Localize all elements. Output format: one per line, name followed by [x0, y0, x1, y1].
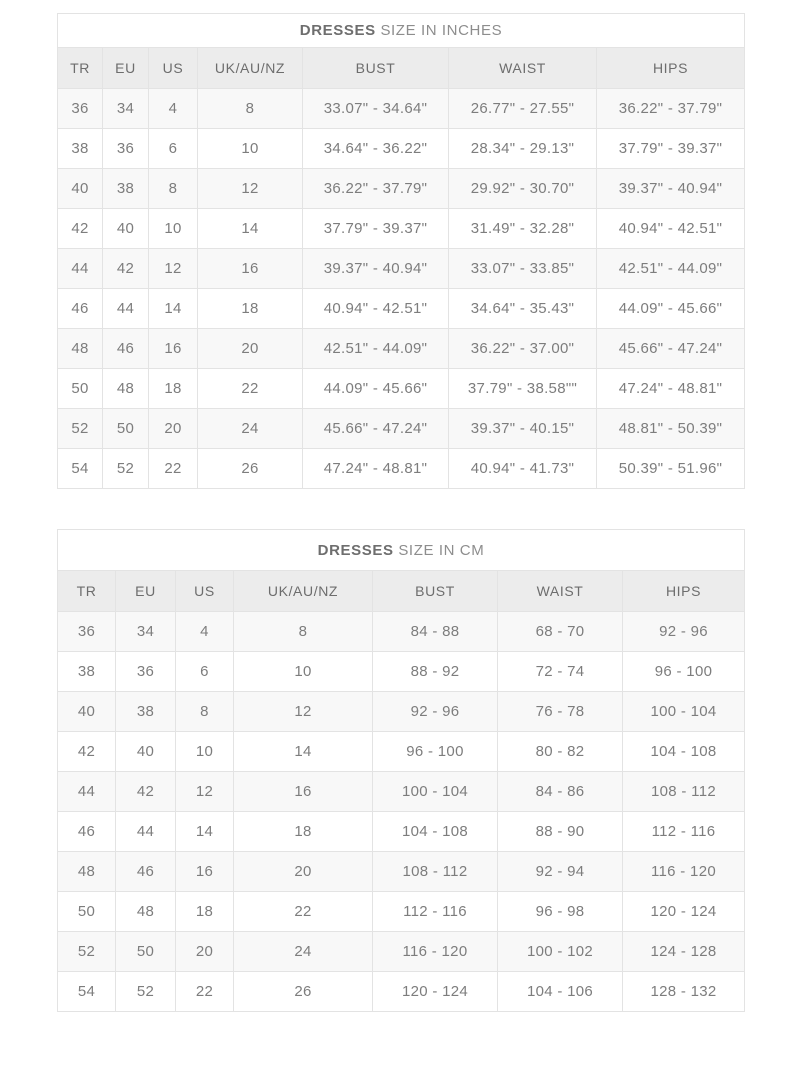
table-cell: 38: [116, 692, 176, 732]
table-row: [58, 972, 745, 1012]
table-cell: 104 - 108: [373, 812, 498, 852]
table-cell: 39.37" - 40.94": [303, 249, 449, 289]
table-cell: 36: [58, 89, 103, 129]
table-row: [58, 772, 745, 812]
table-cell: 39.37" - 40.15": [449, 409, 597, 449]
table-cell: 42: [58, 209, 103, 249]
table-cell: 52: [116, 972, 176, 1012]
table-cell: 120 - 124: [373, 972, 498, 1012]
table-row: [58, 852, 745, 892]
table-cell: 37.79" - 38.58"": [449, 369, 597, 409]
table-cell: 76 - 78: [498, 692, 623, 732]
table-cell: 16: [176, 852, 234, 892]
table-cell: 34.64" - 36.22": [303, 129, 449, 169]
table-row: [58, 249, 745, 289]
table-cell: 37.79" - 39.37": [597, 129, 745, 169]
table-cell: 10: [149, 209, 198, 249]
table-cell: 88 - 90: [498, 812, 623, 852]
table-title-bold-text: DRESSES: [317, 541, 394, 559]
table-title-row: [58, 530, 745, 571]
table-cell: 44: [58, 249, 103, 289]
table-cell: 92 - 96: [623, 612, 745, 652]
table-cell: 42: [103, 249, 149, 289]
table-row: [58, 812, 745, 852]
table-cell: 46: [116, 852, 176, 892]
table-cell: 45.66" - 47.24": [597, 329, 745, 369]
table-cell: 52: [103, 449, 149, 489]
table-cell: 22: [234, 892, 373, 932]
column-header-waist: WAIST: [498, 571, 623, 612]
table-cell: 8: [198, 89, 303, 129]
table-cell: 44: [116, 812, 176, 852]
table-row: [58, 169, 745, 209]
table-cell: 47.24" - 48.81": [303, 449, 449, 489]
table-cell: 14: [176, 812, 234, 852]
table-cell: 18: [176, 892, 234, 932]
table-row: [58, 892, 745, 932]
table-cell: 10: [176, 732, 234, 772]
column-header-us: US: [149, 48, 198, 89]
table-title-bold-text: DRESSES: [299, 22, 376, 39]
table-cell: 50.39" - 51.96": [597, 449, 745, 489]
column-header-eu: EU: [116, 571, 176, 612]
table-cell: 112 - 116: [623, 812, 745, 852]
table-cell: 52: [58, 409, 103, 449]
table-cell: 46: [103, 329, 149, 369]
table-cell: 46: [58, 289, 103, 329]
table-cell: 14: [198, 209, 303, 249]
table-cell: 16: [234, 772, 373, 812]
table-cell: 22: [149, 449, 198, 489]
table-cell: 42: [58, 732, 116, 772]
table-cell: 18: [149, 369, 198, 409]
table-cell: 104 - 106: [498, 972, 623, 1012]
table-cell: 54: [58, 449, 103, 489]
table-cell: 34: [103, 89, 149, 129]
table-cell: 8: [176, 692, 234, 732]
table-cell: 22: [198, 369, 303, 409]
table-cell: 48: [103, 369, 149, 409]
table-cell: 116 - 120: [373, 932, 498, 972]
table-cell: 12: [149, 249, 198, 289]
table-cell: 16: [198, 249, 303, 289]
table-header-row: [58, 48, 745, 89]
table-cell: 33.07" - 33.85": [449, 249, 597, 289]
table-cell: 96 - 100: [373, 732, 498, 772]
table-cell: 48.81" - 50.39": [597, 409, 745, 449]
table-cell: 44: [103, 289, 149, 329]
table-cell: 50: [58, 369, 103, 409]
table-cell: 36: [103, 129, 149, 169]
table-cell: 20: [176, 932, 234, 972]
table-cell: 33.07" - 34.64": [303, 89, 449, 129]
table-cell: 24: [234, 932, 373, 972]
table-row: [58, 449, 745, 489]
table-cell: 18: [234, 812, 373, 852]
table-cell: 34: [116, 612, 176, 652]
table-cell: 4: [149, 89, 198, 129]
table-cell: 108 - 112: [373, 852, 498, 892]
table-cell: 6: [149, 129, 198, 169]
table-cell: 38: [58, 652, 116, 692]
table-cell: 18: [198, 289, 303, 329]
table-cell: 54: [58, 972, 116, 1012]
table-row: [58, 89, 745, 129]
table-cell: 26.77" - 27.55": [449, 89, 597, 129]
table-cell: 26: [234, 972, 373, 1012]
table-cell: 42.51" - 44.09": [597, 249, 745, 289]
table-cell: 34.64" - 35.43": [449, 289, 597, 329]
table-cell: 96 - 98: [498, 892, 623, 932]
table-title-row: [58, 14, 745, 48]
table-cell: 40: [116, 732, 176, 772]
table-cell: 92 - 94: [498, 852, 623, 892]
table-cell: 31.49" - 32.28": [449, 209, 597, 249]
table-cell: 42: [116, 772, 176, 812]
table-cell: 48: [58, 329, 103, 369]
table-cell: 28.34" - 29.13": [449, 129, 597, 169]
table-title-rest-text: SIZE IN CM: [393, 541, 485, 559]
table-cell: 40: [58, 692, 116, 732]
table-cell: 38: [58, 129, 103, 169]
table-cell: 46: [58, 812, 116, 852]
table-cell: 52: [58, 932, 116, 972]
table-cell: 128 - 132: [623, 972, 745, 1012]
column-header-eu: EU: [103, 48, 149, 89]
table-cell: 88 - 92: [373, 652, 498, 692]
table-cell: 16: [149, 329, 198, 369]
table-cell: 29.92" - 30.70": [449, 169, 597, 209]
table-cell: 20: [198, 329, 303, 369]
table-cell: 4: [176, 612, 234, 652]
table-cell: 124 - 128: [623, 932, 745, 972]
table-cell: 44: [58, 772, 116, 812]
table-cell: 38: [103, 169, 149, 209]
table-row: [58, 932, 745, 972]
table-row: [58, 369, 745, 409]
column-header-waist: WAIST: [449, 48, 597, 89]
table-cell: 116 - 120: [623, 852, 745, 892]
table-cell: 36: [58, 612, 116, 652]
table-cell: 48: [116, 892, 176, 932]
table-title-rest-text: SIZE IN INCHES: [375, 22, 503, 39]
table-cell: 40: [103, 209, 149, 249]
table-cell: 68 - 70: [498, 612, 623, 652]
table-cell: 120 - 124: [623, 892, 745, 932]
table-cell: 20: [149, 409, 198, 449]
table-cell: 6: [176, 652, 234, 692]
table-cell: 47.24" - 48.81": [597, 369, 745, 409]
table-cell: 50: [116, 932, 176, 972]
table-cell: 42.51" - 44.09": [303, 329, 449, 369]
table-cell: 44.09" - 45.66": [303, 369, 449, 409]
column-header-hips: HIPS: [623, 571, 745, 612]
table-cell: 112 - 116: [373, 892, 498, 932]
table-cell: 92 - 96: [373, 692, 498, 732]
table-cell: 84 - 88: [373, 612, 498, 652]
table-title: [58, 14, 745, 48]
table-row: [58, 732, 745, 772]
table-cell: 10: [234, 652, 373, 692]
table-cell: 36.22" - 37.79": [597, 89, 745, 129]
table-row: [58, 409, 745, 449]
column-header-us: US: [176, 571, 234, 612]
column-header-tr: TR: [58, 48, 103, 89]
table-cell: 100 - 102: [498, 932, 623, 972]
table-row: [58, 209, 745, 249]
table-cell: 104 - 108: [623, 732, 745, 772]
table-cell: 40.94" - 42.51": [303, 289, 449, 329]
table-row: [58, 289, 745, 329]
column-header-tr: TR: [58, 571, 116, 612]
table-row: [58, 692, 745, 732]
table-cell: 45.66" - 47.24": [303, 409, 449, 449]
table-cell: 37.79" - 39.37": [303, 209, 449, 249]
column-header-hips: HIPS: [597, 48, 745, 89]
table-cell: 72 - 74: [498, 652, 623, 692]
dresses-size-in-inches-table: [57, 13, 745, 489]
table-cell: 12: [176, 772, 234, 812]
table-cell: 8: [149, 169, 198, 209]
table-header-row: [58, 571, 745, 612]
table-cell: 96 - 100: [623, 652, 745, 692]
table-cell: 40.94" - 42.51": [597, 209, 745, 249]
table-title: [58, 530, 745, 571]
table-row: [58, 652, 745, 692]
table-cell: 44.09" - 45.66": [597, 289, 745, 329]
table-cell: 36.22" - 37.79": [303, 169, 449, 209]
table-cell: 50: [58, 892, 116, 932]
column-header-uk-au-nz: UK/AU/NZ: [234, 571, 373, 612]
table-cell: 14: [234, 732, 373, 772]
table-cell: 100 - 104: [373, 772, 498, 812]
table-cell: 40.94" - 41.73": [449, 449, 597, 489]
table-cell: 40: [58, 169, 103, 209]
table-row: [58, 329, 745, 369]
table-cell: 80 - 82: [498, 732, 623, 772]
table-row: [58, 129, 745, 169]
table-cell: 12: [198, 169, 303, 209]
dresses-size-in-cm-table: [57, 529, 745, 1012]
table-cell: 84 - 86: [498, 772, 623, 812]
table-cell: 39.37" - 40.94": [597, 169, 745, 209]
table-cell: 20: [234, 852, 373, 892]
table-cell: 48: [58, 852, 116, 892]
table-cell: 36: [116, 652, 176, 692]
table-cell: 8: [234, 612, 373, 652]
table-cell: 12: [234, 692, 373, 732]
table-cell: 36.22" - 37.00": [449, 329, 597, 369]
table-cell: 100 - 104: [623, 692, 745, 732]
table-cell: 22: [176, 972, 234, 1012]
table-row: [58, 612, 745, 652]
column-header-uk-au-nz: UK/AU/NZ: [198, 48, 303, 89]
table-cell: 50: [103, 409, 149, 449]
table-cell: 26: [198, 449, 303, 489]
table-cell: 14: [149, 289, 198, 329]
table-cell: 24: [198, 409, 303, 449]
table-cell: 10: [198, 129, 303, 169]
column-header-bust: BUST: [303, 48, 449, 89]
column-header-bust: BUST: [373, 571, 498, 612]
table-cell: 108 - 112: [623, 772, 745, 812]
